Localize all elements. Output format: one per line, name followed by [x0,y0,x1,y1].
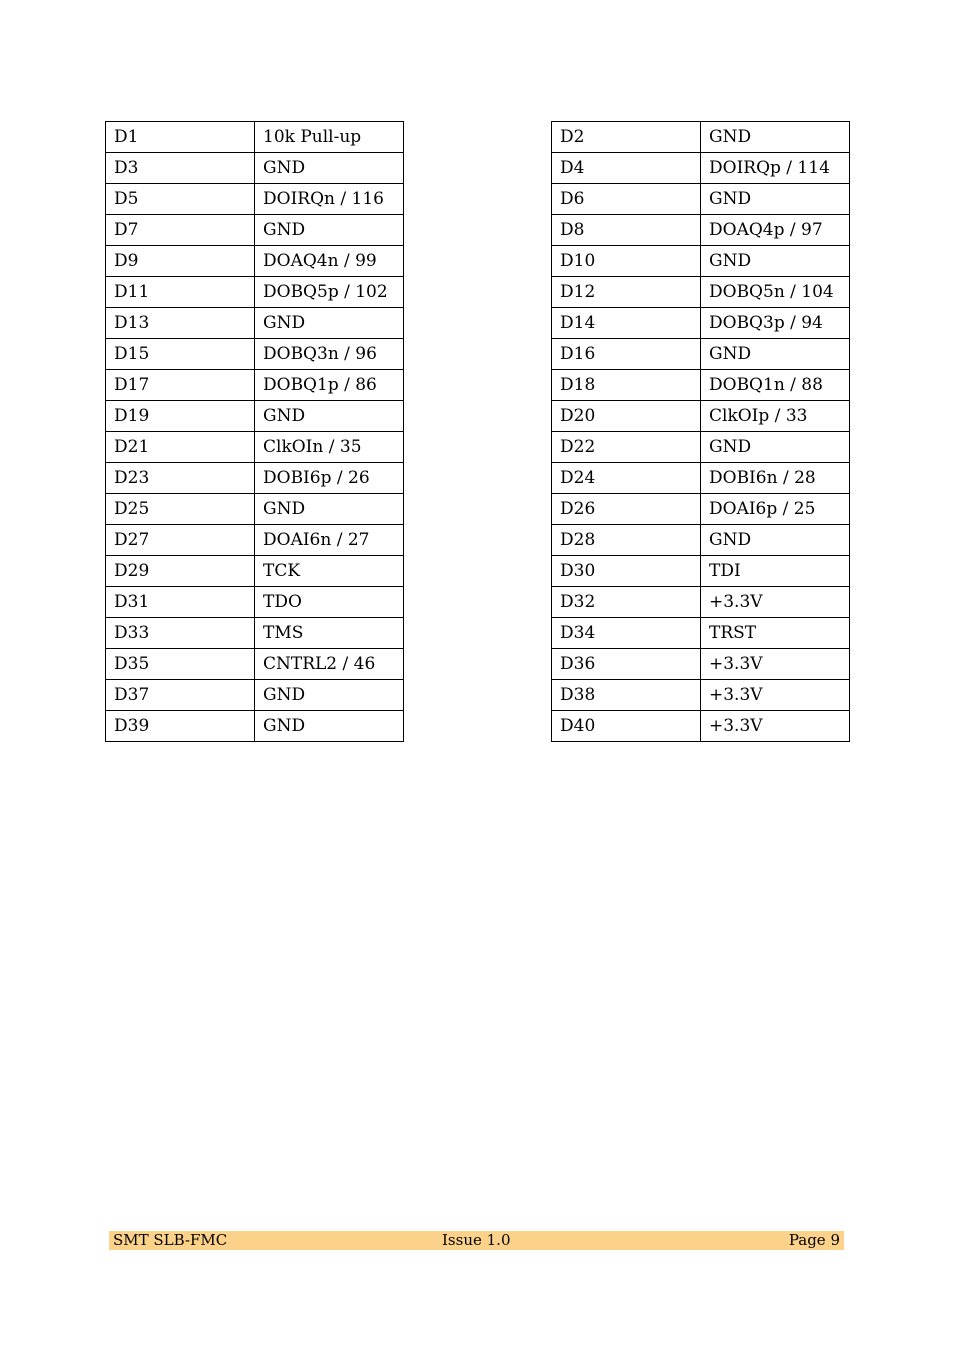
table-row [552,556,850,587]
pin-number-cell: D2 [552,122,701,153]
pin-signal-cell: GND [701,432,850,463]
table-row [106,649,404,680]
pin-number-cell: D26 [552,494,701,525]
table-row [106,215,404,246]
pin-number-cell: D33 [106,618,255,649]
pin-table-left [105,121,404,742]
pin-number-cell: D31 [106,587,255,618]
pin-number-cell: D12 [552,277,701,308]
pin-signal-cell: TCK [255,556,404,587]
table-row [106,494,404,525]
table-row [552,494,850,525]
pin-number-cell: D39 [106,711,255,742]
pin-signal-cell: DOBI6n / 28 [701,463,850,494]
pin-number-cell: D1 [106,122,255,153]
pin-number-cell: D20 [552,401,701,432]
pin-number-cell: D34 [552,618,701,649]
pin-signal-cell: TDO [255,587,404,618]
pin-number-cell: D28 [552,525,701,556]
pin-signal-cell: GND [255,711,404,742]
table-row [552,463,850,494]
pin-signal-cell: DOIRQn / 116 [255,184,404,215]
pin-signal-cell: ClkOIp / 33 [701,401,850,432]
table-row [552,215,850,246]
table-row [106,122,404,153]
pin-signal-cell: GND [255,401,404,432]
pin-number-cell: D19 [106,401,255,432]
table-row [106,153,404,184]
pin-number-cell: D5 [106,184,255,215]
table-row [106,401,404,432]
pin-number-cell: D18 [552,370,701,401]
pin-signal-cell: GND [255,494,404,525]
pin-signal-cell: DOAI6n / 27 [255,525,404,556]
pin-signal-cell: GND [701,122,850,153]
pin-number-cell: D3 [106,153,255,184]
pin-signal-cell: DOBQ5n / 104 [701,277,850,308]
table-row [106,277,404,308]
pin-signal-cell: GND [701,184,850,215]
pin-number-cell: D23 [106,463,255,494]
pin-number-cell: D29 [106,556,255,587]
pin-number-cell: D30 [552,556,701,587]
pin-signal-cell: GND [255,215,404,246]
pin-number-cell: D13 [106,308,255,339]
table-row [552,277,850,308]
pin-number-cell: D38 [552,680,701,711]
table-row [552,525,850,556]
pin-number-cell: D24 [552,463,701,494]
pin-number-cell: D32 [552,587,701,618]
table-row [552,618,850,649]
pin-signal-cell: GND [701,525,850,556]
pin-signal-cell: DOAQ4n / 99 [255,246,404,277]
table-row [106,339,404,370]
table-row [552,246,850,277]
pin-number-cell: D11 [106,277,255,308]
table-row [106,246,404,277]
pin-signal-cell: +3.3V [701,711,850,742]
table-row [106,525,404,556]
pin-number-cell: D22 [552,432,701,463]
table-row [552,184,850,215]
pin-signal-cell: GND [255,308,404,339]
pin-number-cell: D10 [552,246,701,277]
footer-product: SMT SLB-FMC [113,1231,228,1249]
pin-number-cell: D36 [552,649,701,680]
pin-signal-cell: +3.3V [701,680,850,711]
footer-page-number: Page 9 [788,1231,840,1249]
pin-number-cell: D9 [106,246,255,277]
pin-signal-cell: DOBI6p / 26 [255,463,404,494]
pin-number-cell: D4 [552,153,701,184]
table-row [106,432,404,463]
pin-signal-cell: GND [255,680,404,711]
table-row [552,711,850,742]
pin-signal-cell: +3.3V [701,587,850,618]
footer-issue: Issue 1.0 [442,1231,511,1249]
pin-signal-cell: 10k Pull-up [255,122,404,153]
pin-signal-cell: CNTRL2 / 46 [255,649,404,680]
table-row [106,184,404,215]
pin-number-cell: D21 [106,432,255,463]
pin-signal-cell: DOBQ5p / 102 [255,277,404,308]
pin-table-right [551,121,850,742]
pin-signal-cell: ClkOIn / 35 [255,432,404,463]
table-row [106,711,404,742]
pin-signal-cell: DOBQ1p / 86 [255,370,404,401]
pin-number-cell: D25 [106,494,255,525]
pin-signal-cell: +3.3V [701,649,850,680]
table-row [552,339,850,370]
pin-number-cell: D14 [552,308,701,339]
pin-signal-cell: GND [255,153,404,184]
pin-signal-cell: GND [701,246,850,277]
pin-number-cell: D7 [106,215,255,246]
pin-number-cell: D40 [552,711,701,742]
table-row [106,680,404,711]
table-row [552,587,850,618]
table-row [552,308,850,339]
pin-number-cell: D17 [106,370,255,401]
table-row [552,680,850,711]
pin-signal-cell: TDI [701,556,850,587]
table-row [106,463,404,494]
table-row [552,649,850,680]
pin-signal-cell: DOBQ3n / 96 [255,339,404,370]
table-row [552,401,850,432]
pin-signal-cell: DOAI6p / 25 [701,494,850,525]
table-row [106,587,404,618]
table-row [552,153,850,184]
pin-signal-cell: TMS [255,618,404,649]
pin-number-cell: D8 [552,215,701,246]
table-row [106,370,404,401]
table-row [106,308,404,339]
table-row [552,432,850,463]
pin-signal-cell: DOAQ4p / 97 [701,215,850,246]
page-footer [109,1231,844,1250]
pin-signal-cell: GND [701,339,850,370]
pin-number-cell: D15 [106,339,255,370]
table-row [106,556,404,587]
pin-signal-cell: DOBQ1n / 88 [701,370,850,401]
table-row [552,122,850,153]
table-row [552,370,850,401]
pin-number-cell: D37 [106,680,255,711]
pin-number-cell: D16 [552,339,701,370]
pin-number-cell: D6 [552,184,701,215]
pin-signal-cell: DOBQ3p / 94 [701,308,850,339]
pin-number-cell: D27 [106,525,255,556]
pin-number-cell: D35 [106,649,255,680]
pin-signal-cell: TRST [701,618,850,649]
table-row [106,618,404,649]
pin-signal-cell: DOIRQp / 114 [701,153,850,184]
